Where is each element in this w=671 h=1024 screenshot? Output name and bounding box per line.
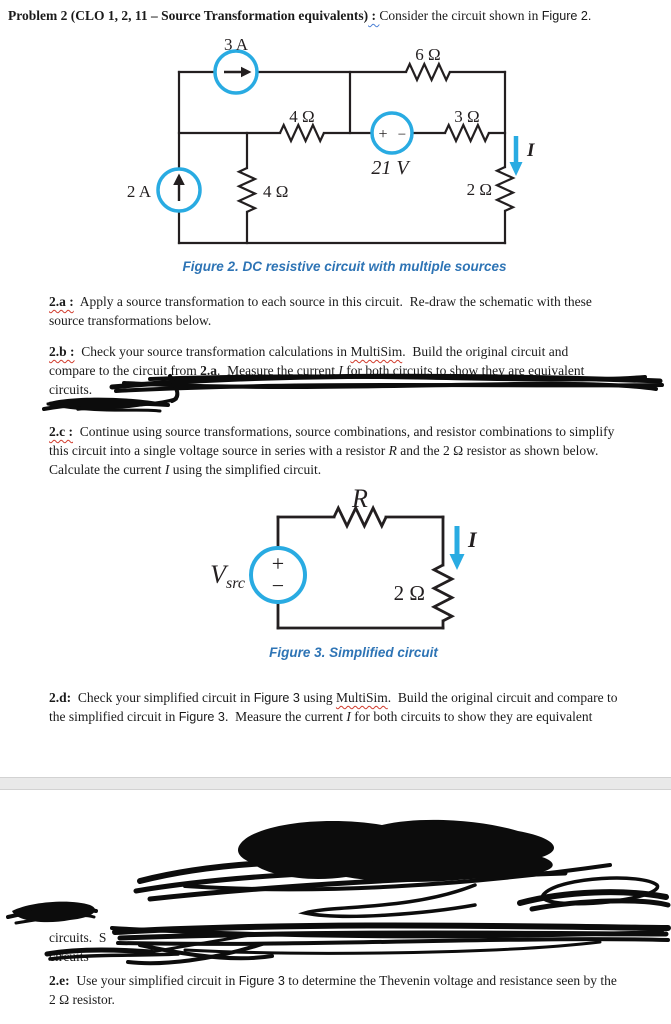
text-line [49,707,618,726]
section-label-2b: 2.b : [49,344,75,359]
text-segment: 2.a [200,363,217,378]
figure3-caption: Figure 3. Simplified circuit [269,645,438,660]
section-2c [49,422,614,479]
arrow-down-icon [450,554,465,570]
text-segment: Apply a source transformation to each source in this circuit. Re-draw the schematic with these [73,294,592,309]
section-2e [49,971,617,1009]
resistor-4ohm-vertical [239,168,288,212]
section-label-2e: 2.e: [49,973,70,988]
text-segment: R [388,443,397,458]
plus-sign: + [271,551,285,576]
plus-sign: + [378,126,388,143]
text-segment: Continue using source transformations, source combinations, and resistor combinations to simplify [73,424,615,439]
current-source-3a [215,35,257,93]
section-2d [49,688,618,726]
text-segment: Figure 3 [238,974,285,988]
figure2-circuit-diagram [0,30,671,262]
text-segment: I [338,363,343,378]
text-line [49,292,592,311]
scribble-strokes [44,376,662,411]
text-segment: I [164,462,170,477]
resistor-2ohm-fig3-label: 2 Ω [393,581,425,605]
section-2a [49,292,592,330]
resistor-3ohm-label: 3 Ω [454,107,480,126]
text-segment: . Build the original circuit and compare to [387,690,618,705]
text-segment: Figure 3 [178,710,225,724]
resistor-2ohm [467,167,513,211]
resistor-3ohm [445,107,489,141]
current-source-3a-label: 3 A [223,35,249,54]
voltage-source-21v-label: 21 V [371,157,409,179]
text-segment: 2 Ω resistor. [49,992,115,1007]
text-segment: I [346,709,351,724]
text-segment: . Measure the current [216,363,339,378]
current-i-label: I [527,140,535,161]
arrow-down-icon [510,162,523,176]
figure3-circuit-diagram [0,485,671,663]
text-line [49,422,614,441]
current-i-fig3-label: I [468,527,477,552]
resistor-6ohm [406,45,450,80]
vsrc-label: Vsrc [210,560,245,592]
text-line [49,688,618,707]
resistor-r-label: R [352,485,368,513]
problem-title-text: Consider the circuit shown in [379,8,542,23]
text-segment: the simplified circuit in [49,709,179,724]
text-segment: . Measure the current [224,709,347,724]
text-segment: and the 2 Ω resistor as shown below. [396,443,599,458]
text-line [49,460,614,479]
resistor-6ohm-label: 6 Ω [415,45,441,64]
text-segment: source transformations below. [49,313,212,328]
text-segment: Calculate the current [49,462,165,477]
text-line [49,990,617,1009]
text-segment: this circuit into a single voltage source in series with a resistor [49,443,389,458]
multisim-word: MultiSim [350,344,403,359]
current-arrow-i-fig3 [450,526,479,570]
resistor-4ohm-h-label: 4 Ω [289,107,315,126]
text-segment: . Build the original circuit and [402,344,569,359]
scribble-redaction-2b [0,371,671,417]
problem-title-bold: Problem 2 (CLO 1, 2, 11 – Source Transformation equivalents) [8,8,369,23]
figure2-caption: Figure 2. DC resistive circuit with multiple sources [182,259,507,274]
minus-sign: − [397,127,407,143]
text-line [49,342,584,361]
text-segment: Check your simplified circuit in [71,690,254,705]
text-line [8,6,591,25]
text-line [49,971,617,990]
text-line [49,441,614,460]
text-segment: circuits. [49,382,99,397]
problem-title-figref: Figure 2. [541,9,592,23]
current-source-2a [127,169,200,211]
resistor-2ohm-label: 2 Ω [466,180,492,199]
text-segment: circuits [49,949,89,964]
resistor-2ohm-fig3 [394,565,452,621]
text-segment: to determine the Thevenin voltage and resistance seen by the [284,973,617,988]
text-segment: Figure 3 [253,691,300,705]
scribble-redaction-block [0,815,671,975]
figure2-wires [179,72,505,243]
text-segment: circuits. S [49,930,107,945]
problem-title [8,6,591,25]
text-segment: for both circuits to show they are equivalent [342,363,585,378]
problem-title-colon: : [368,8,380,23]
text-segment: Use your simplified circuit in [69,973,239,988]
section-label-2d: 2.d: [49,690,72,705]
current-arrow-i [510,136,536,176]
text-segment: for both circuits to show they are equivalent [350,709,593,724]
voltage-source-vsrc [210,548,305,602]
voltage-source-21v [371,113,412,179]
text-segment: using the simplified circuit. [169,462,322,477]
current-source-2a-label: 2 A [126,182,151,201]
text-segment: using [299,690,336,705]
resistor-4ohm-horizontal [280,107,324,141]
resistor-r [334,485,386,526]
scribble-strokes [8,820,668,963]
text-line [49,311,592,330]
section-label-2a: 2.a : [49,294,74,309]
text-segment: Check your source transformation calculations in [74,344,351,359]
page-break-divider [0,777,671,790]
multisim-word-2: MultiSim [335,690,388,705]
minus-sign: − [271,573,285,598]
section-label-2c: 2.c : [49,424,73,439]
text-segment: compare to the circuit from [49,363,201,378]
resistor-4ohm-v-label: 4 Ω [263,182,289,201]
